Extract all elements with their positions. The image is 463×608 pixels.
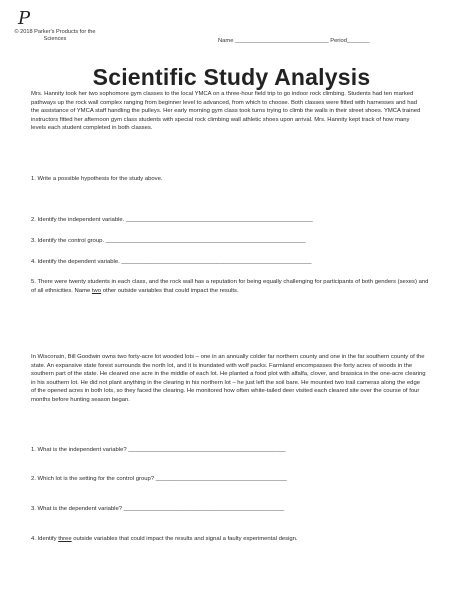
question-text: 2. Identify the independent variable. — [31, 217, 125, 223]
question-3-control-group — [31, 237, 431, 246]
answer-blank[interactable]: ________________________________________________ — [128, 447, 286, 453]
emphasized-word: two — [91, 287, 102, 294]
question-text: other outside variables that could impact the results. — [101, 287, 239, 294]
answer-blank[interactable]: _____________________________________________________________ — [105, 238, 306, 244]
name-field[interactable]: _____________________________ — [235, 38, 329, 44]
question-text: 4. Identify the dependent variable. — [31, 259, 120, 265]
question-2-2-control-group — [31, 475, 431, 484]
answer-blank[interactable]: _________________________________________________ — [123, 506, 285, 512]
question-1-hypothesis: 1. Write a possible hypothesis for the study above. — [31, 176, 163, 182]
question-text: 4. Identify — [31, 536, 59, 542]
name-period-line — [218, 38, 454, 44]
answer-blank[interactable]: ________________________________________ — [155, 476, 287, 482]
question-text: 3. What is the dependent variable? — [31, 506, 123, 512]
question-4-dependent-variable — [31, 258, 431, 267]
question-2-4-outside-variables — [31, 535, 431, 544]
page-title: Scientific Study Analysis — [92, 64, 371, 90]
question-5-outside-variables — [31, 278, 431, 295]
passage-rock-climbing: Mrs. Hannity took her two sophomore gym classes to the local YMCA on a three-hour field trip to go indoor rock climbing. Students had ten marked pathways up the rock wall complex ranging from beginner level to advanced, from which to choose. Both classes were fitted with harnesses and had the assistance of YMCA staff handling the pulleys. Her early morning gym class took turns trying to climb the walls in their street shoes. YMCA trained instructors fitted her afternoon gym class students with special rock climbing wall athletic shoes upon arrival. Mrs. Hannity kept track of how many levels each student completed in both classes. — [31, 91, 421, 132]
question-2-1-independent-variable — [31, 446, 431, 455]
question-text: 5. There were twenty students in each class, and the rock wall has a reputation for being equally challenging for participants of both genders (sexes) and of all ethnicities. Name — [31, 279, 429, 294]
period-label: Period — [330, 38, 347, 44]
question-text: 2. Which lot is the setting for the control group? — [31, 476, 155, 482]
question-2-independent-variable — [31, 216, 431, 225]
question-text: 1. What is the independent variable? — [31, 447, 127, 453]
question-text: 3. Identify the control group. — [31, 238, 105, 244]
question-2-3-dependent-variable — [31, 505, 431, 514]
publisher-logo: P — [18, 8, 31, 29]
copyright-notice: © 2018 Parker's Products for the Sciences — [14, 29, 96, 43]
passage-deer-study: In Wisconsin, Bill Goodwin owns two forty-acre lot wooded lots – one in an annually colder far northern county and one in the far southern county of the state. An expansive state forest surrounds the north lot, and it is inundated with wolf packs. Farmland encompasses the forty acres of woods in the southern part of the state. He cleared one acre in the middle of each lot. He planted a food plot with alfalfa, clover, and brassica in the one-acre clearing in his southern lot. He did not plant anything in the clearing in his northern lot – he just left the soil bare. He mounted two trail cameras along the edge of the opened acres in both lots, so they faced the clearing. He monitored how often white-tailed deer visited each cleared site over the course of four months before hunting season began. — [31, 354, 426, 403]
name-label: Name — [218, 38, 234, 44]
answer-blank[interactable]: __________________________________________________________ — [121, 259, 312, 265]
period-field[interactable]: _______ — [346, 38, 370, 44]
emphasized-word: three — [58, 536, 72, 542]
answer-blank[interactable]: _________________________________________________________ — [125, 217, 313, 223]
question-text: outside variables that could impact the results and signal a faulty experimental design. — [71, 536, 298, 542]
